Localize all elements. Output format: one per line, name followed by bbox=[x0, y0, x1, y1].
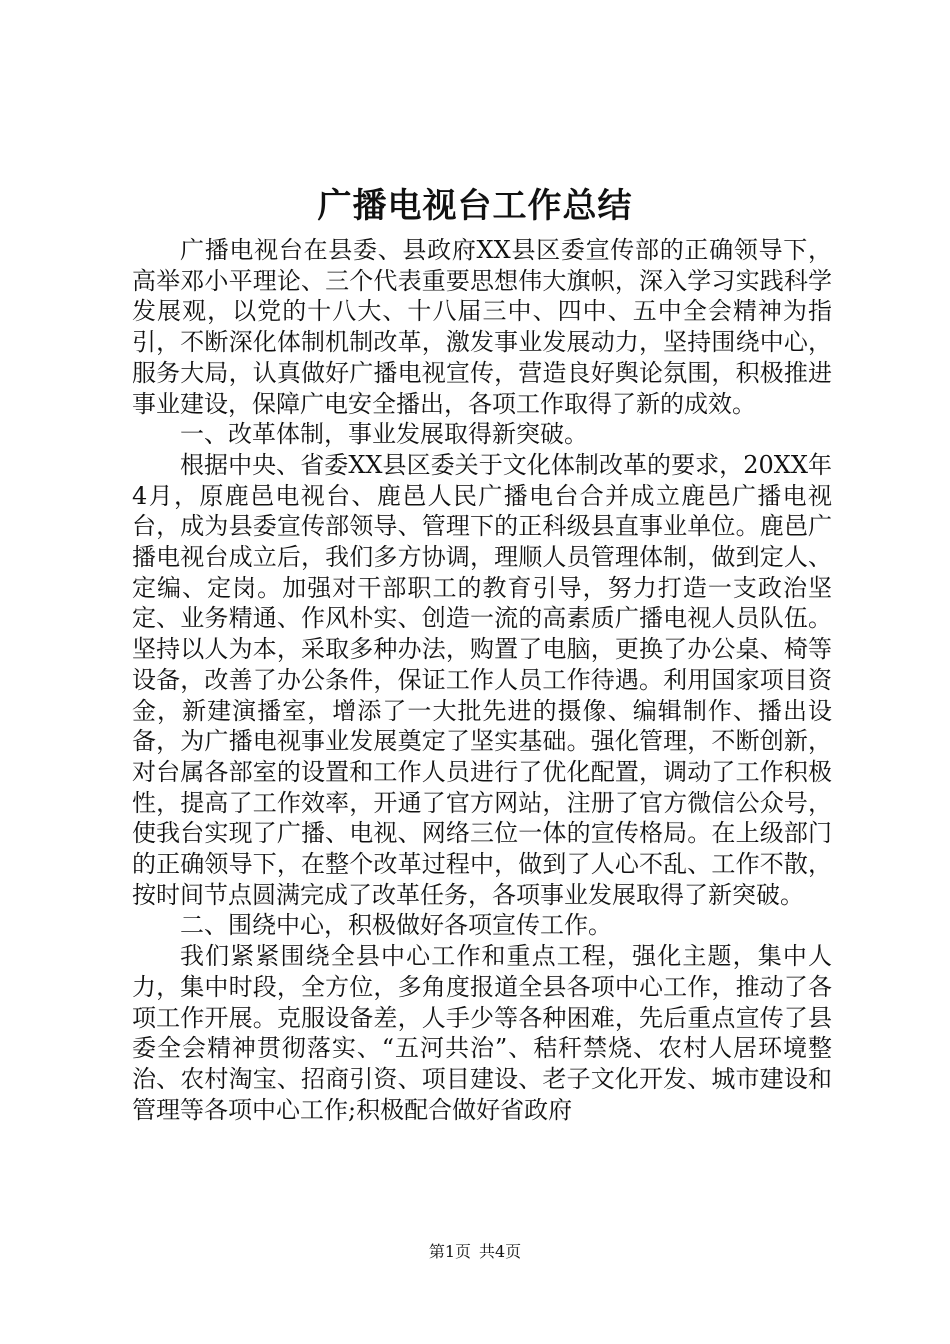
section-heading-2: 二、围绕中心，积极做好各项宣传工作。 bbox=[180, 911, 612, 940]
paragraph-publicity: 我们紧紧围绕全县中心工作和重点工程，强化主题，集中人力，集中时段，全方位，多角度报道全县各项中心工作，推动了各项工作开展。克服设备差，人手少等各种困难，先后重点宣传了县委全会精神贯彻落实、“五河共治”、秸秆禁烧、农村人居环境整治、农村淘宝、招商引资、项目建设、老子文化开发、城市建设和管理等各项中心工作;积极配合做好省政府 bbox=[132, 942, 832, 1124]
section-heading-1: 一、改革体制，事业发展取得新突破。 bbox=[180, 420, 588, 449]
page-number: 第1页 bbox=[428, 1242, 471, 1261]
document-body bbox=[132, 235, 832, 1125]
paragraph-intro: 广播电视台在县委、县政府XX县区委宣传部的正确领导下，高举邓小平理论、三个代表重要思想伟大旗帜，深入学习实践科学发展观，以党的十八大、十八届三中、四中、五中全会精神为指引，不断深化体制机制改革，激发事业发展动力，坚持围绕中心，服务大局，认真做好广播电视宣传，营造良好舆论氛围，积极推进事业建设，保障广电安全播出，各项工作取得了新的成效。 bbox=[132, 236, 832, 418]
document-title: 广播电视台工作总结 bbox=[317, 186, 633, 226]
page-footer bbox=[0, 1241, 950, 1263]
paragraph-reform: 根据中央、省委XX县区委关于文化体制改革的要求，20XX年4月，原鹿邑电视台、鹿邑人民广播电台合并成立鹿邑广播电视台，成为县委宣传部领导、管理下的正科级县直事业单位。鹿邑广播电视台成立后，我们多方协调，理顺人员管理体制，做到定人、定编、定岗。加强对干部职工的教育引导，努力打造一支政治坚定、业务精通、作风朴实、创造一流的高素质广播电视人员队伍。坚持以人为本，采取多种办法，购置了电脑，更换了办公桌、椅等设备，改善了办公条件，保证工作人员工作待遇。利用国家项目资金，新建演播室，增添了一大批先进的摄像、编辑制作、播出设备，为广播电视事业发展奠定了坚实基础。强化管理，不断创新，对台属各部室的设置和工作人员进行了优化配置，调动了工作积极性，提高了工作效率，开通了官方网站，注册了官方微信公众号，使我台实现了广播、电视、网络三位一体的宣传格局。在上级部门的正确领导下，在整个改革过程中，做到了人心不乱、工作不散，按时间节点圆满完成了改革任务，各项事业发展取得了新突破。 bbox=[132, 450, 832, 909]
page-total: 共4页 bbox=[479, 1242, 522, 1261]
